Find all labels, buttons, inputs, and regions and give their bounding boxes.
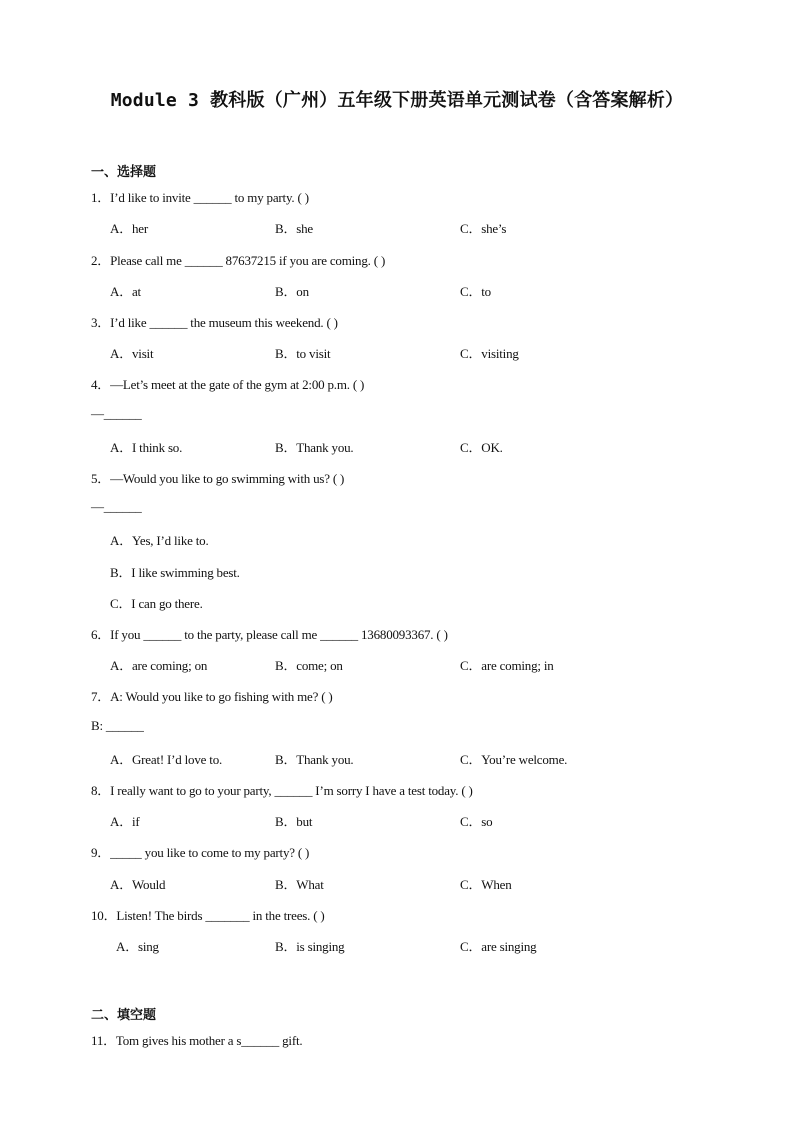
- q1-option-c: C．she’s: [460, 221, 507, 236]
- section-heading-fill-blank: 二、填空题: [91, 1008, 157, 1023]
- q9-option-b: B．What: [275, 877, 324, 892]
- q7-option-a: A．Great! I’d love to.: [110, 752, 223, 767]
- q5-option-a: A．Yes, I’d like to.: [110, 533, 209, 548]
- question-8: 8．I really want to go to your party, ______ I’m sorry I have a test today. ( ): [91, 783, 473, 798]
- q5-reply-blank: —______: [91, 499, 142, 514]
- q9-option-c: C．When: [460, 877, 512, 892]
- question-9: 9．_____ you like to come to my party? ( ): [91, 845, 310, 860]
- q5-option-b: B．I like swimming best.: [110, 565, 240, 580]
- q10-option-a: A．sing: [116, 939, 159, 954]
- q3-option-c: C．visiting: [460, 346, 519, 361]
- question-2: 2．Please call me ______ 87637215 if you are coming. ( ): [91, 253, 386, 268]
- question-4: 4．—Let’s meet at the gate of the gym at 2:00 p.m. ( ): [91, 377, 365, 392]
- q7-reply-blank: B: ______: [91, 718, 144, 733]
- q2-option-b: B．on: [275, 284, 309, 299]
- q4-option-a: A．I think so.: [110, 440, 183, 455]
- question-1: 1．I’d like to invite ______ to my party. ( ): [91, 190, 309, 205]
- q8-option-b: B．but: [275, 814, 313, 829]
- q8-option-a: A．if: [110, 814, 140, 829]
- q7-option-c: C．You’re welcome.: [460, 752, 568, 767]
- q2-option-a: A．at: [110, 284, 141, 299]
- q8-option-c: C．so: [460, 814, 493, 829]
- question-3: 3．I’d like ______ the museum this weekend. ( ): [91, 315, 338, 330]
- q4-option-c: C．OK.: [460, 440, 503, 455]
- question-7: 7．A: Would you like to go fishing with me? ( ): [91, 689, 333, 704]
- q3-option-b: B．to visit: [275, 346, 331, 361]
- q10-option-c: C．are singing: [460, 939, 537, 954]
- q6-option-a: A．are coming; on: [110, 658, 208, 673]
- q7-option-b: B．Thank you.: [275, 752, 354, 767]
- q1-option-a: A．her: [110, 221, 148, 236]
- question-11: 11．Tom gives his mother a s______ gift.: [91, 1033, 303, 1048]
- question-5: 5．—Would you like to go swimming with us? ( ): [91, 471, 345, 486]
- q3-option-a: A．visit: [110, 346, 154, 361]
- q9-option-a: A．Would: [110, 877, 166, 892]
- q4-reply-blank: —______: [91, 406, 142, 421]
- q5-option-c: C．I can go there.: [110, 596, 203, 611]
- page-title: Module 3 教科版（广州）五年级下册英语单元测试卷（含答案解析）: [110, 90, 684, 111]
- q2-option-c: C．to: [460, 284, 491, 299]
- q4-option-b: B．Thank you.: [275, 440, 354, 455]
- q6-option-b: B．come; on: [275, 658, 343, 673]
- q1-option-b: B．she: [275, 221, 314, 236]
- question-6: 6．If you ______ to the party, please call me ______ 13680093367. ( ): [91, 627, 448, 642]
- q6-option-c: C．are coming; in: [460, 658, 554, 673]
- q10-option-b: B．is singing: [275, 939, 345, 954]
- section-heading-choice: 一、选择题: [91, 165, 157, 180]
- question-10: 10．Listen! The birds _______ in the trees. ( ): [91, 908, 325, 923]
